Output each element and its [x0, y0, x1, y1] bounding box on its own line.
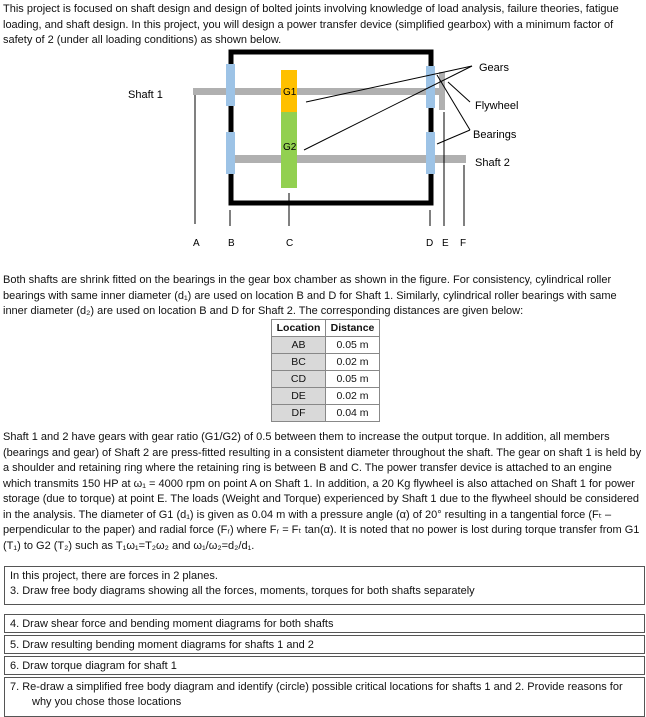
point-d-label: D [426, 238, 434, 249]
point-b-label: B [228, 238, 235, 249]
distance-table [271, 319, 380, 422]
table-cell-location: AB [272, 337, 326, 354]
task-note: In this project, there are forces in 2 planes. [10, 570, 218, 582]
task-3-text: 3. Draw free body diagrams showing all the forces, moments, torques for both shafts separately [10, 585, 475, 597]
task-box-6 [4, 656, 645, 675]
bearing-d-shaft2 [426, 132, 435, 174]
bearings-label: Bearings [473, 129, 517, 141]
table-header-distance: Distance [326, 320, 380, 337]
task-box-4 [4, 614, 645, 633]
table-cell-distance: 0.04 m [326, 405, 380, 422]
gearbox-figure [0, 0, 646, 260]
task-6-text: 6. Draw torque diagram for shaft 1 [10, 660, 177, 672]
bearing-b-shaft2 [226, 132, 235, 174]
gears-leader-2 [304, 66, 472, 150]
point-a-label: A [193, 238, 200, 249]
task-box-3 [4, 566, 645, 605]
task-box-7 [4, 677, 645, 717]
intro-paragraph: This project is focused on shaft design and design of bolted joints involving knowledge of load analysis, failure theories, fatigue loading, and shaft design. In this project, you will design a power transfer device (simplified gearbox) with a minimum factor of safety of 2 (under all loading conditions) as shown below. [3, 3, 619, 46]
flywheel-label: Flywheel [475, 100, 519, 112]
table-header-row [272, 320, 380, 337]
table-row [272, 388, 380, 405]
description-paragraph: Both shafts are shrink fitted on the bearings in the gear box chamber as shown in the figure. For consistency, cylindrical roller bearings with same inner diameter (d₁) are used on location B and D for Shaft 1. Similarly, cylindrical roller bearings with same inner diameter (d₂) are used on location B and D for Shaft 2. The corresponding distances are given below: [3, 274, 617, 317]
bearing-b-shaft1 [226, 64, 235, 106]
task-7-text: 7. Re-draw a simplified free body diagram and identify (circle) possible critical locations for shafts 1 and 2. Provide reasons for [10, 681, 623, 693]
table-cell-location: BC [272, 354, 326, 371]
table-cell-location: CD [272, 371, 326, 388]
table-row [272, 337, 380, 354]
table-cell-location: DE [272, 388, 326, 405]
gear-g1-label: G1 [283, 87, 297, 98]
gearbox-frame [231, 52, 431, 203]
table-cell-distance: 0.02 m [326, 388, 380, 405]
task-7-text-cont: why you chose those locations [32, 696, 182, 708]
point-c-label: C [286, 238, 294, 249]
bearings-leader-2 [437, 130, 470, 144]
point-e-label: E [442, 238, 449, 249]
shaft-1-label: Shaft 1 [128, 89, 163, 101]
table-cell-location: DF [272, 405, 326, 422]
table-cell-distance: 0.02 m [326, 354, 380, 371]
table-header-location: Location [272, 320, 326, 337]
shaft-2-label: Shaft 2 [475, 157, 510, 169]
flywheel [439, 72, 445, 110]
table-row [272, 371, 380, 388]
table-cell-distance: 0.05 m [326, 371, 380, 388]
table-cell-distance: 0.05 m [326, 337, 380, 354]
details-paragraph: Shaft 1 and 2 have gears with gear ratio (G1/G2) of 0.5 between them to increase the output torque. In addition, all members (bearings and gear) of Shaft 2 are press-fitted resulting in a consistent diameter throughout the shaft. The gear on shaft 1 is held by a shoulder and retaining ring where the retaining ring is between B and C. The power transfer device is attached to an engine which transmits 150 HP at ω₁ = 4000 rpm on point A on Shaft 1. In addition, a 20 Kg flywheel is also attached on Shaft 1 for power storage (due to torque) at point E. The loads (Weight and Torque) experienced by Shaft 1 due to the flywheel should be considered in the analysis. The diameter of G1 (d₁) is given as 0.04 m with a pressure angle (α) of 20° resulting in a tangential force (Fₜ – perpendicular to the paper) and radial force (Fᵣ) where Fᵣ = Fₜ tan(α). It is noted that no power is lost during torque transfer from G1 (T₁) to G2 (T₂) such as T₁ω₁=T₂ω₂ and ω₁/ω₂=d₂/d₁. [3, 431, 642, 552]
task-4-text: 4. Draw shear force and bending moment diagrams for both shafts [10, 618, 334, 630]
table-row [272, 354, 380, 371]
point-f-label: F [460, 238, 467, 249]
table-row [272, 405, 380, 422]
gears-label: Gears [479, 62, 509, 74]
gears-leader-1 [306, 66, 472, 102]
task-5-text: 5. Draw resulting bending moment diagrams for shafts 1 and 2 [10, 639, 314, 651]
task-box-5 [4, 635, 645, 654]
gear-g2-label: G2 [283, 142, 297, 153]
